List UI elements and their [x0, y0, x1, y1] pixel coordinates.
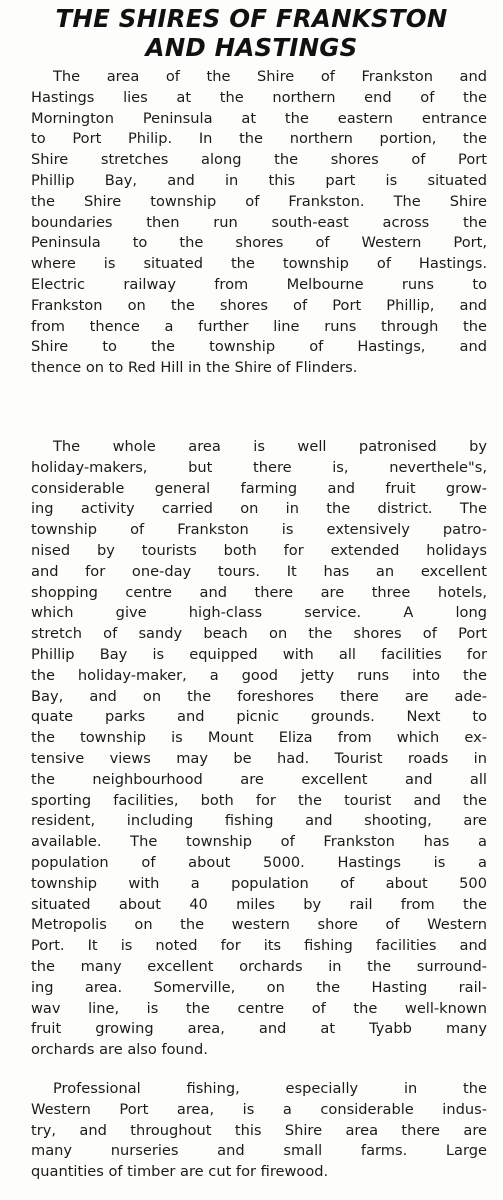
- paragraph-line: shopping centre and there are three hotels,: [31, 583, 487, 601]
- paragraph-line: fruit growing area, and at Tyabb many: [31, 1020, 487, 1038]
- paragraph-line: Bay, and on the foreshores there are ade-: [31, 687, 487, 705]
- paragraph-1: [31, 67, 487, 379]
- paragraph-line: The whole area is well patronised by: [53, 438, 487, 455]
- paragraph-2: [31, 437, 487, 1061]
- paragraph-line: Port. It is noted for its fishing facilities and: [31, 937, 487, 955]
- paragraph-line: the holiday-maker, a good jetty runs into the: [31, 666, 487, 684]
- paragraph-line: ing activity carried on in the district. The: [31, 500, 487, 518]
- paragraph-line: to Port Philip. In the northern portion, the: [31, 130, 487, 148]
- paragraph-line: Shire to the township of Hastings, and: [31, 338, 487, 356]
- paragraph-line: holiday-makers, but there is, neverthele"s,: [31, 458, 487, 476]
- paragraph-line: Peninsula to the shores of Western Port,: [31, 234, 487, 252]
- paragraph-line: thence on to Red Hill in the Shire of Flinders.: [31, 359, 358, 377]
- paragraph-line: available. The township of Frankston has a: [31, 833, 487, 851]
- paragraph-line: Mornington Peninsula at the eastern entrance: [31, 109, 487, 127]
- paragraph-line: The area of the Shire of Frankston and: [53, 68, 487, 85]
- article-title-line-1: THE SHIRES OF FRANKSTON: [55, 4, 448, 33]
- paragraph-line: Professional fishing, especially in the: [53, 1080, 487, 1097]
- paragraph-line: the township is Mount Eliza from which ex-: [31, 729, 487, 747]
- paragraph-line: the many excellent orchards in the surround-: [31, 957, 487, 975]
- article-title-line-2: AND HASTINGS: [145, 33, 358, 62]
- paragraph-line: many nurseries and small farms. Large: [31, 1142, 487, 1160]
- paragraph-line: try, and throughout this Shire area there are: [31, 1121, 487, 1139]
- paragraph-line: Frankston on the shores of Port Phillip, and: [31, 296, 487, 314]
- paragraph-line: Phillip Bay, and in this part is situated: [31, 171, 487, 189]
- paragraph-line: where is situated the township of Hastings.: [31, 255, 487, 273]
- paragraph-line: boundaries then run south-east across the: [31, 213, 487, 231]
- paragraph-line: the Shire township of Frankston. The Shire: [31, 192, 487, 210]
- paragraph-line: sporting facilities, both for the tourist and the: [31, 791, 487, 809]
- paragraph-line: stretch of sandy beach on the shores of Port: [31, 625, 487, 643]
- paragraph-line: considerable general farming and fruit grow-: [31, 479, 487, 497]
- paragraph-line: nised by tourists both for extended holidays: [31, 541, 487, 559]
- paragraph-line: from thence a further line runs through the: [31, 317, 487, 335]
- paragraph-3: [31, 1079, 487, 1183]
- paragraph-line: Phillip Bay is equipped with all facilities for: [31, 645, 487, 663]
- paragraph-line: Shire stretches along the shores of Port: [31, 151, 487, 169]
- paragraph-line: Metropolis on the western shore of Western: [31, 916, 487, 934]
- paragraph-line: quate parks and picnic grounds. Next to: [31, 708, 487, 726]
- paragraph-line: quantities of timber are cut for firewood.: [31, 1163, 329, 1181]
- paragraph-line: tensive views may be had. Tourist roads in: [31, 749, 487, 767]
- paragraph-line: which give high-class service. A long: [31, 604, 487, 622]
- paragraph-line: Western Port area, is a considerable indus-: [31, 1100, 487, 1118]
- paragraph-line: population of about 5000. Hastings is a: [31, 853, 487, 871]
- paragraph-line: ing area. Somerville, on the Hasting rail-: [31, 978, 487, 996]
- paragraph-line: township with a population of about 500: [31, 874, 487, 892]
- paragraph-line: township of Frankston is extensively patro-: [31, 521, 487, 539]
- paragraph-line: wav line, is the centre of the well-known: [31, 999, 487, 1017]
- paragraph-line: the neighbourhood are excellent and all: [31, 770, 487, 788]
- paragraph-line: resident, including fishing and shooting, are: [31, 812, 487, 830]
- paragraph-line: and for one-day tours. It has an excellent: [31, 562, 487, 580]
- paragraph-line: situated about 40 miles by rail from the: [31, 895, 487, 913]
- paragraph-line: orchards are also found.: [31, 1041, 208, 1059]
- paragraph-line: Electric railway from Melbourne runs to: [31, 275, 487, 293]
- paragraph-line: Hastings lies at the northern end of the: [31, 88, 487, 106]
